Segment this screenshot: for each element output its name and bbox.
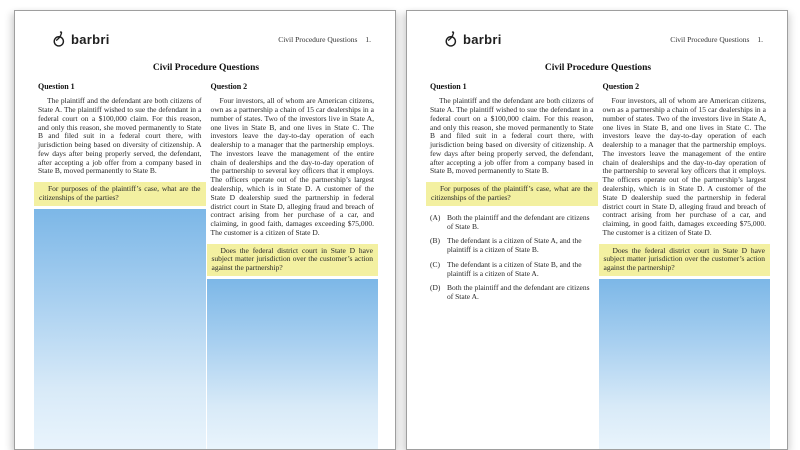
question-1-heading: Question 1 xyxy=(38,82,75,91)
page-number: 1. xyxy=(365,34,371,44)
column-question-1 xyxy=(430,82,594,449)
question-1-highlighted-question: For purposes of the plaintiff’s case, what are the citizenships of the parties? xyxy=(426,182,598,206)
page-header xyxy=(430,29,766,49)
answer-choice-b-label: (B) xyxy=(430,236,440,246)
document-page-choices-revealed xyxy=(406,10,788,450)
question-1-answer-cover[interactable] xyxy=(34,209,206,449)
answer-choice-b-text: The defendant is a citizen of State A, and the plaintiff is a citizen of State B. xyxy=(447,236,582,255)
answer-choice-d-text: Both the plaintiff and the defendant are citizens of State A. xyxy=(447,283,590,302)
answer-choice-d xyxy=(430,284,594,302)
barbri-logo xyxy=(51,30,110,49)
answer-choice-d-label: (D) xyxy=(430,283,441,293)
question-1-body: The plaintiff and the defendant are both citizens of State A. The plaintiff wished to sue the defendant in a federal court on a $100,000 claim. For this reason, and only this reason, she moved permanently to State B and filed suit in a federal court there, with jurisdiction being based on diversity of citizenship. A few days after being properly served, the defendant, after accepting a job offer from a company based in State B, moved permanently to State B. xyxy=(430,96,594,176)
question-2-heading: Question 2 xyxy=(602,82,640,91)
two-column-layout xyxy=(430,82,766,449)
running-header-section: Civil Procedure Questions xyxy=(670,34,750,44)
barbri-logo-text: barbri xyxy=(463,31,502,47)
answer-choice-b xyxy=(430,237,594,255)
question-2-body: Four investors, all of whom are American citizens, own as a partnership a chain of 15 car dealerships in a number of states. Two of the investors live in State A, one lives in State B, and one lives in State C. The investors leave the day-to-day operation of each dealership to a manager that the partnership employs. The investors leave the management of the entire chain of dealerships and the day-to-day operation of the partnership to several key officers that it employs. The officers operate out of the partnership’s largest dealership, which is in State D. A customer of the State D dealership sued the partnership in federal district court in State D, alleging fraud and breach of contract arising from her purchase of a car, and claiming, in good faith, damages exceeding $75,000. The customer is a citizen of State D. xyxy=(602,96,766,237)
question-2-highlighted-question: Does the federal district court in State D have subject matter jurisdiction over the customer’s action against the partnership? xyxy=(599,244,771,276)
document-title: Civil Procedure Questions xyxy=(544,63,652,73)
barbri-logo-text: barbri xyxy=(71,31,110,47)
page-header xyxy=(38,29,374,49)
running-header-section: Civil Procedure Questions xyxy=(278,34,358,44)
page-number: 1. xyxy=(757,34,763,44)
question-1-heading: Question 1 xyxy=(430,82,467,91)
running-header xyxy=(278,35,371,44)
question-2-body: Four investors, all of whom are American citizens, own as a partnership a chain of 15 car dealerships in a number of states. Two of the investors live in State A, one lives in State B, and one lives in State C. The investors leave the day-to-day operation of each dealership to a manager that the partnership employs. The investors leave the management of the entire chain of dealerships and the day-to-day operation of the partnership to several key officers that it employs. The officers operate out of the partnership’s largest dealership, which is in State D. A customer of the State D dealership sued the partnership in federal district court in State D, alleging fraud and breach of contract arising from her purchase of a car, and claiming, in good faith, damages exceeding $75,000. The customer is a citizen of State D. xyxy=(210,96,374,237)
answer-choice-a xyxy=(430,214,594,232)
barbri-logo xyxy=(443,30,502,49)
question-2-highlighted-question: Does the federal district court in State D have subject matter jurisdiction over the customer’s action against the partnership? xyxy=(207,244,379,276)
column-question-2 xyxy=(211,82,375,449)
question-2-heading: Question 2 xyxy=(210,82,248,91)
column-question-1 xyxy=(38,82,202,449)
answer-choice-list xyxy=(430,214,594,302)
answer-choice-c-label: (C) xyxy=(430,259,440,269)
answer-choice-c-text: The defendant is a citizen of State B, and the plaintiff is a citizen of State A. xyxy=(447,259,582,278)
barbri-logo-icon xyxy=(51,30,68,49)
question-1-body: The plaintiff and the defendant are both citizens of State A. The plaintiff wished to sue the defendant in a federal court on a $100,000 claim. For this reason, and only this reason, she moved permanently to State B and filed suit in a federal court there, with jurisdiction being based on diversity of citizenship. A few days after being properly served, the defendant, after accepting a job offer from a company based in State B, moved permanently to State B. xyxy=(38,96,202,176)
column-question-2 xyxy=(603,82,767,449)
two-column-layout xyxy=(38,82,374,449)
answer-choice-a-text: Both the plaintiff and the defendant are citizens of State B. xyxy=(447,212,590,231)
answer-choice-c xyxy=(430,261,594,279)
question-2-answer-cover[interactable] xyxy=(599,279,771,449)
barbri-logo-icon xyxy=(443,30,460,49)
document-page-answers-covered xyxy=(14,10,396,450)
document-title: Civil Procedure Questions xyxy=(152,63,260,73)
question-2-answer-cover[interactable] xyxy=(207,279,379,449)
running-header xyxy=(670,35,763,44)
question-1-highlighted-question: For purposes of the plaintiff’s case, what are the citizenships of the parties? xyxy=(34,182,206,206)
answer-choice-a-label: (A) xyxy=(430,212,441,222)
